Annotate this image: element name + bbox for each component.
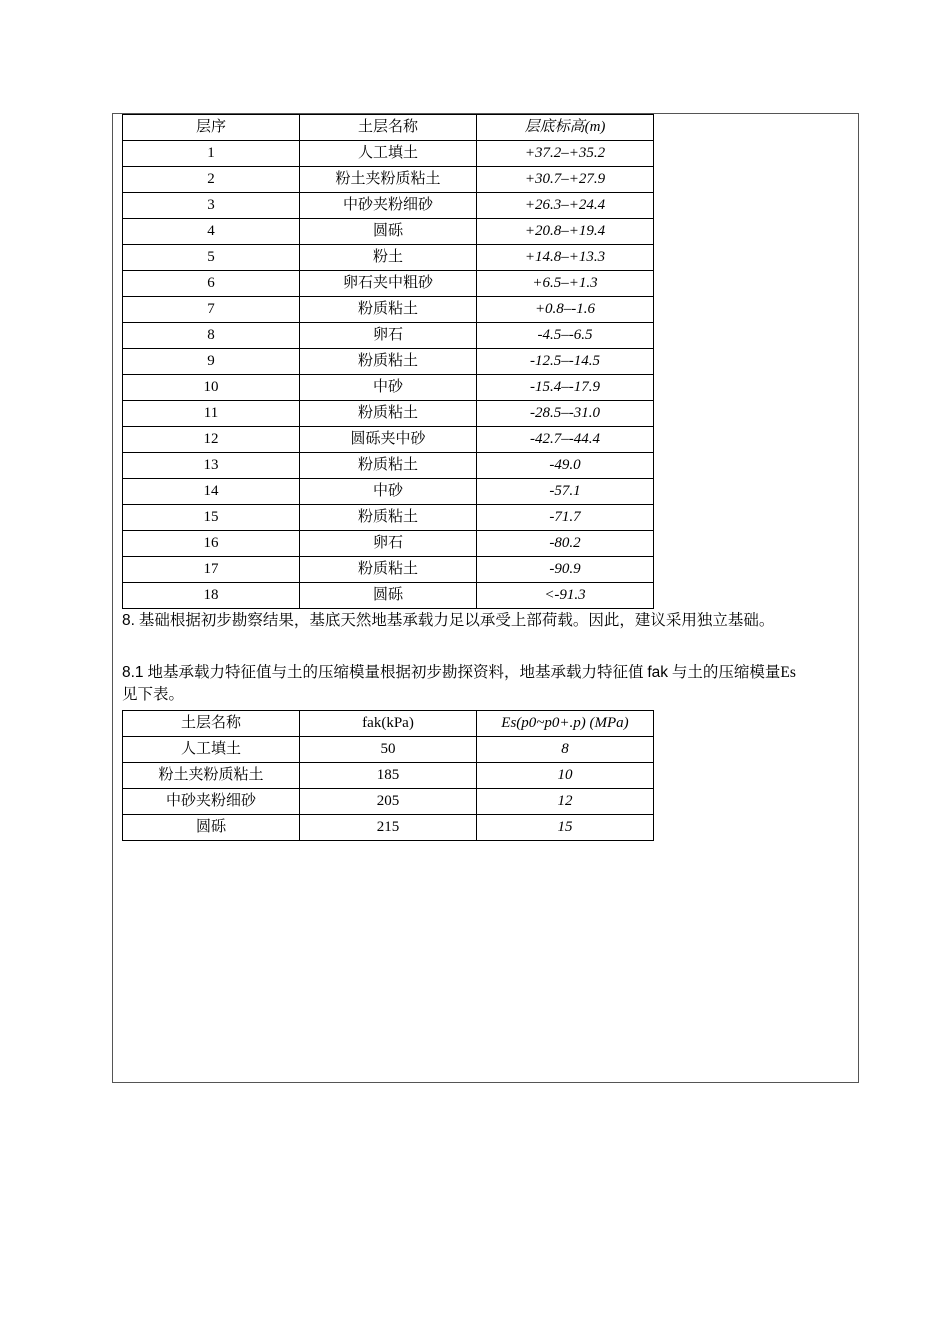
table-row xyxy=(123,323,654,349)
cell-soil: 中砂夹粉细砂 xyxy=(123,789,300,815)
cell-elevation: +37.2–+35.2 xyxy=(477,141,654,167)
section-8-1-number: 8.1 xyxy=(122,664,144,681)
cell-order: 15 xyxy=(123,505,300,531)
header-bottom-elevation: 层底标高(m) xyxy=(477,115,654,141)
cell-soil: 粉土夹粉质粘土 xyxy=(300,167,477,193)
header-es: Es(p0~p0+.p) (MPa) xyxy=(477,711,654,737)
table-row xyxy=(123,815,654,841)
table-row xyxy=(123,271,654,297)
cell-es: 15 xyxy=(477,815,654,841)
cell-elevation: -80.2 xyxy=(477,531,654,557)
cell-order: 18 xyxy=(123,583,300,609)
cell-soil: 人工填土 xyxy=(300,141,477,167)
cell-order: 3 xyxy=(123,193,300,219)
section-8-1-text-a: 地基承载力特征值与土的压缩模量根据初步勘探资料，地基承载力特征值 xyxy=(143,664,648,681)
cell-elevation: +30.7–+27.9 xyxy=(477,167,654,193)
table-row xyxy=(123,427,654,453)
header-soil-name: 土层名称 xyxy=(123,711,300,737)
table-row xyxy=(123,479,654,505)
cell-soil: 中砂 xyxy=(300,479,477,505)
cell-soil: 粉质粘土 xyxy=(300,297,477,323)
cell-order: 8 xyxy=(123,323,300,349)
cell-soil: 粉质粘土 xyxy=(300,401,477,427)
cell-elevation: +6.5–+1.3 xyxy=(477,271,654,297)
cell-soil: 粉土夹粉质粘土 xyxy=(123,763,300,789)
table-row xyxy=(123,167,654,193)
cell-soil: 卵石 xyxy=(300,323,477,349)
cell-elevation: +14.8–+13.3 xyxy=(477,245,654,271)
section-8-1-fak: fak xyxy=(647,664,669,681)
soil-layer-table xyxy=(122,114,654,609)
cell-order: 4 xyxy=(123,219,300,245)
cell-order: 9 xyxy=(123,349,300,375)
table-row xyxy=(123,401,654,427)
cell-elevation: -28.5–-31.0 xyxy=(477,401,654,427)
cell-order: 2 xyxy=(123,167,300,193)
cell-fak: 215 xyxy=(300,815,477,841)
table-row xyxy=(123,245,654,271)
cell-soil: 粉质粘土 xyxy=(300,505,477,531)
cell-elevation: -4.5–-6.5 xyxy=(477,323,654,349)
cell-soil: 粉质粘土 xyxy=(300,453,477,479)
table-row xyxy=(123,763,654,789)
cell-soil: 圆砾 xyxy=(123,815,300,841)
cell-soil: 粉质粘土 xyxy=(300,557,477,583)
cell-elevation: -49.0 xyxy=(477,453,654,479)
table-row xyxy=(123,219,654,245)
table-row xyxy=(123,583,654,609)
table-row xyxy=(123,531,654,557)
cell-order: 10 xyxy=(123,375,300,401)
cell-soil: 中砂夹粉细砂 xyxy=(300,193,477,219)
table-row xyxy=(123,349,654,375)
header-soil-name: 土层名称 xyxy=(300,115,477,141)
cell-soil: 圆砾夹中砂 xyxy=(300,427,477,453)
cell-order: 1 xyxy=(123,141,300,167)
table-row xyxy=(123,375,654,401)
cell-elevation: -15.4–-17.9 xyxy=(477,375,654,401)
table-row xyxy=(123,193,654,219)
cell-order: 6 xyxy=(123,271,300,297)
table-row xyxy=(123,737,654,763)
cell-soil: 粉土 xyxy=(300,245,477,271)
cell-soil: 卵石夹中粗砂 xyxy=(300,271,477,297)
table-row xyxy=(123,453,654,479)
section-8-number: 8. xyxy=(122,612,135,629)
header-layer-order: 层序 xyxy=(123,115,300,141)
cell-soil: 圆砾 xyxy=(300,583,477,609)
cell-fak: 50 xyxy=(300,737,477,763)
cell-es: 12 xyxy=(477,789,654,815)
section-8-paragraph xyxy=(122,610,802,632)
cell-order: 7 xyxy=(123,297,300,323)
bearing-capacity-table xyxy=(122,710,654,841)
cell-elevation: -12.5–-14.5 xyxy=(477,349,654,375)
cell-fak: 185 xyxy=(300,763,477,789)
cell-soil: 中砂 xyxy=(300,375,477,401)
cell-elevation: -42.7–-44.4 xyxy=(477,427,654,453)
cell-soil: 卵石 xyxy=(300,531,477,557)
section-8-text: 基础根据初步勘察结果，基底天然地基承载力足以承受上部荷载。因此，建议采用独立基础。 xyxy=(134,612,775,629)
cell-order: 14 xyxy=(123,479,300,505)
header-fak: fak(kPa) xyxy=(300,711,477,737)
cell-fak: 205 xyxy=(300,789,477,815)
cell-elevation: +20.8–+19.4 xyxy=(477,219,654,245)
cell-order: 13 xyxy=(123,453,300,479)
table-header-row xyxy=(123,115,654,141)
cell-es: 10 xyxy=(477,763,654,789)
table-header-row xyxy=(123,711,654,737)
cell-order: 12 xyxy=(123,427,300,453)
cell-elevation: <-91.3 xyxy=(477,583,654,609)
cell-order: 16 xyxy=(123,531,300,557)
cell-elevation: +0.8–-1.6 xyxy=(477,297,654,323)
table-row xyxy=(123,505,654,531)
section-8-1-paragraph xyxy=(122,662,802,706)
cell-soil: 圆砾 xyxy=(300,219,477,245)
cell-elevation: +26.3–+24.4 xyxy=(477,193,654,219)
cell-order: 11 xyxy=(123,401,300,427)
cell-order: 17 xyxy=(123,557,300,583)
cell-elevation: -71.7 xyxy=(477,505,654,531)
cell-soil: 粉质粘土 xyxy=(300,349,477,375)
table-row xyxy=(123,789,654,815)
cell-elevation: -57.1 xyxy=(477,479,654,505)
table-row xyxy=(123,557,654,583)
table-row xyxy=(123,141,654,167)
cell-order: 5 xyxy=(123,245,300,271)
cell-elevation: -90.9 xyxy=(477,557,654,583)
cell-es: 8 xyxy=(477,737,654,763)
section-8-1-text-b: 与土的压缩模量Es见下表。 xyxy=(122,664,796,703)
table-row xyxy=(123,297,654,323)
cell-soil: 人工填土 xyxy=(123,737,300,763)
